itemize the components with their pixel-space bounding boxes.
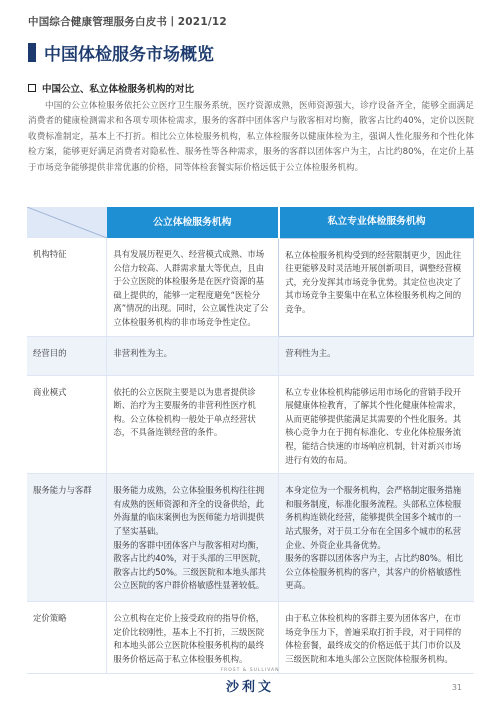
brand-logo xyxy=(0,668,500,695)
table-row xyxy=(27,375,474,474)
row-label: 商业模式 xyxy=(27,375,107,474)
column-header-public: 公立体检服务机构 xyxy=(107,207,279,238)
table-row xyxy=(27,474,474,602)
brand-small-text: FROST & SULLIVAN xyxy=(220,668,280,673)
column-header-private: 私立专业体检服务机构 xyxy=(279,207,474,238)
table-row xyxy=(27,238,474,336)
table-header-row xyxy=(27,207,474,238)
subheading-text: 中国公立、私立体检服务机构的对比 xyxy=(42,84,195,95)
private-cell: 本身定位为一个服务机构，会严格制定服务措施和服务制度，标准化服务流程。头部私立体检服务机构连锁化经营，能够提供全国多个城市的一站式服务，对于员工分布在全国多个城市的私营企业、外资企业具备优势。 服务的客群以团体客户为主，占比约80%。相比公立体检服务机构的客户，其客户的价格敏感性更高。 xyxy=(279,474,474,602)
row-label: 定价策略 xyxy=(27,602,107,673)
section-title xyxy=(28,40,214,65)
public-cell: 具有发展历程更久、经营模式成熟、市场公信力较高、人群需求量大等优点，且由于公立医院的体检服务是在医疗资源的基础上提供的，能够一定程度避免“医检分离”情况的出现。同时，公立属性决定了公立体检服务机构的非市场竞争性定位。 xyxy=(107,238,279,336)
report-header: 中国综合健康管理服务白皮书丨2021/12 xyxy=(28,16,227,28)
intro-paragraph: 中国的公立体检服务依托公立医疗卫生服务系统，医疗资源成熟，医师资源强大，诊疗设备齐全，能够全面满足消费者的健康检测需求和各项专项体检需求，服务的客群中团体客户与散客相对均衡，散客占比约40%，定价以医院收费标准制定，基本上不打折。相比公立体检服务机构，私立体检服务以健康体检为主，强调人性化服务和个性化体检方案，能够更好满足消费者对隐私性、服务性等各种需求，服务的客群以团体客户为主，占比约80%，在定价上基于市场竞争能够提供非常优惠的价格，同等体检套餐实际价格远低于公立体检服务机构。 xyxy=(28,101,474,173)
public-cell: 公立机构在定价上接受政府的指导价格，定价比较刚性，基本上不打折，三级医院和本地头部公立医院体检服务机构的最终服务价格远高于私立体检服务机构。 xyxy=(107,602,279,673)
public-cell: 依托的公立医院主要是以为患者提供诊断、治疗为主要服务的非营利性医疗机构。公立体检机构一般处于单点经营状态，不具备连锁经营的条件。 xyxy=(107,375,279,474)
row-label: 服务能力与客群 xyxy=(27,474,107,602)
subheading xyxy=(28,81,194,95)
page-number: 31 xyxy=(451,683,462,692)
public-cell: 非营利性为主。 xyxy=(107,336,279,375)
checkbox-square-icon xyxy=(28,84,36,92)
section-title-text: 中国体检服务市场概览 xyxy=(44,45,214,65)
table-corner-cell xyxy=(27,207,107,238)
table-row xyxy=(27,602,474,673)
diagonal-line-icon xyxy=(27,207,107,238)
brand-name: 沙利文 xyxy=(225,680,274,695)
private-cell: 私立专业体检机构能够运用市场化的营销手段开展健康体检教育，了解其个性化健康体检需求，从而更能够提供能满足其需要的个性化服务。其核心竞争力在于拥有标准化、专业化体检服务流程，能结合快速的市场响应机制，针对新兴市场进行有效的布局。 xyxy=(279,375,474,474)
table-row xyxy=(27,336,474,375)
row-label: 经营目的 xyxy=(27,336,107,375)
public-cell: 服务能力成熟，公立体验服务机构往往拥有成熟的医师资源和齐全的设备供给，此外海量的临床案例也为医师能力培训提供了坚实基础。 服务的客群中团体客户与散客相对均衡，散客占比约40%，对于头部的三甲医院，散客占比约50%。三级医院和本地头部共公立医院的客户群价格敏感性显著较低。 xyxy=(107,474,279,602)
private-cell: 营利性为主。 xyxy=(279,336,474,375)
comparison-table xyxy=(27,207,474,674)
private-cell: 由于私立体检机构的客群主要为团体客户，在市场竞争压力下，普遍采取打折手段，对于同样的体检套餐，最终成交的价格远低于其门市价以及三级医院和本地头部公立医院体检服务机构。 xyxy=(279,602,474,673)
row-label: 机构特征 xyxy=(27,238,107,336)
title-accent-bar xyxy=(28,43,36,62)
private-cell: 私立体检服务机构受到的经营限制更少，因此往往更能够及时灵活地开展创新项目，调整经营模式，充分发挥其市场竞争优势。其定位也决定了其市场竞争主要集中在私立体检服务机构之间的竞争。 xyxy=(279,238,474,336)
